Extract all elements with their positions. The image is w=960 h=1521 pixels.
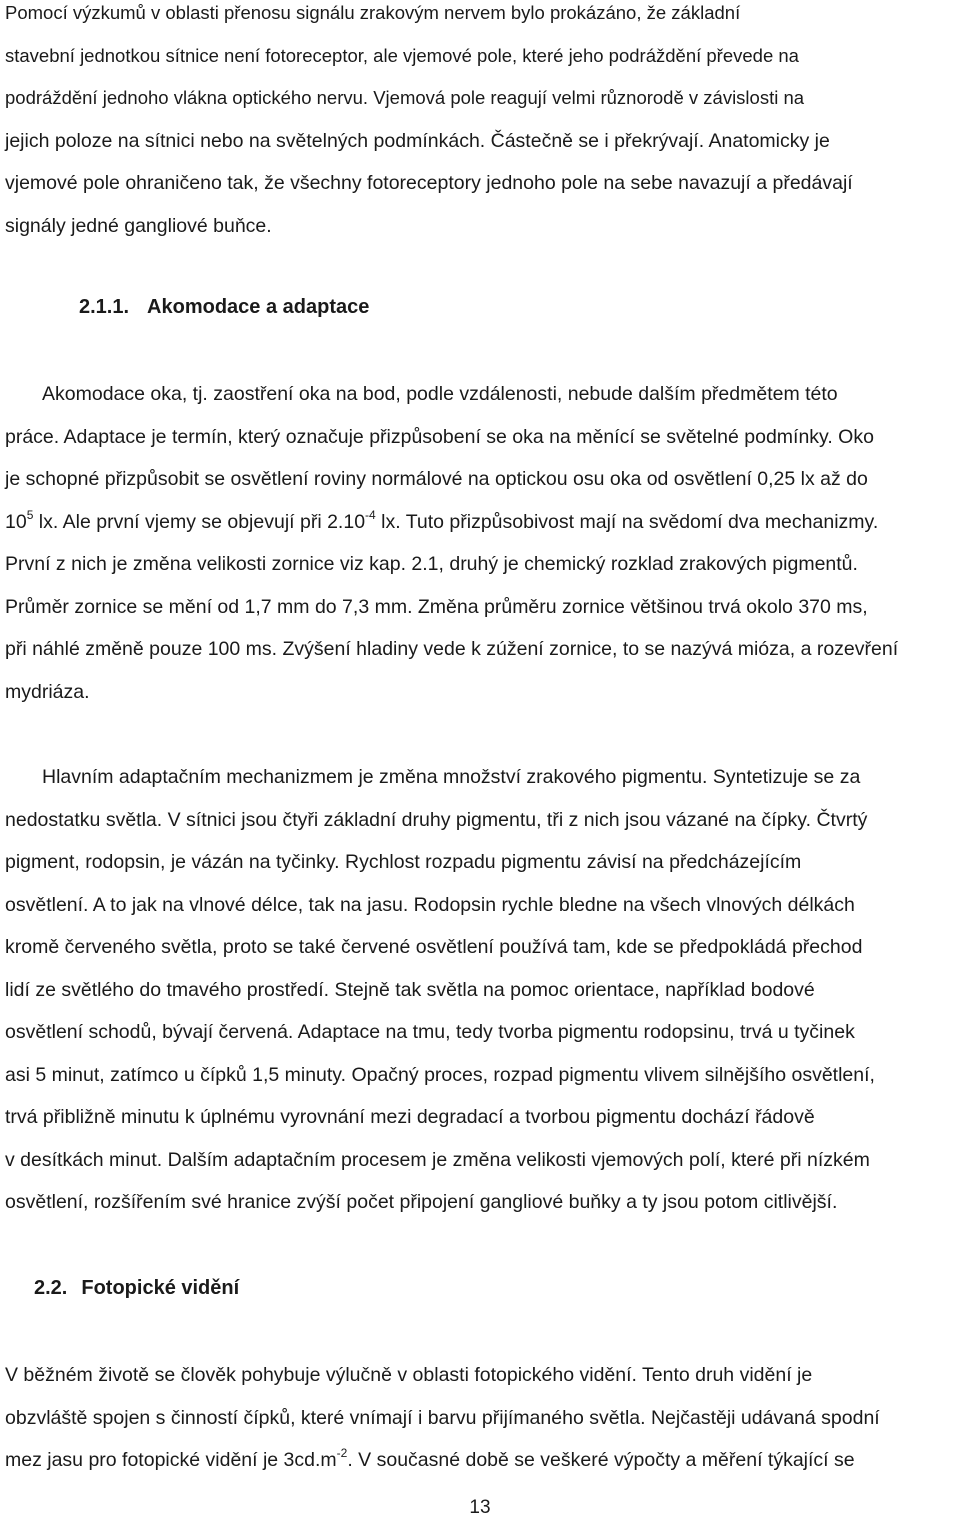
text-line: Hlavním adaptačním mechanizmem je změna množství zrakového pigmentu. Syntetizuje se za	[42, 766, 861, 788]
text-fragment: lx. Tuto přizpůsobivost mají na svědomí dva mechanizmy.	[375, 510, 879, 533]
section-title: Akomodace a adaptace	[147, 296, 370, 318]
text-fragment: mez jasu pro fotopické vidění je 3cd.m	[5, 1449, 337, 1471]
text-line: osvětlení, rozšířením své hranice zvýší počet připojení gangliové buňky a ty jsou potom citlivější.	[5, 1191, 838, 1213]
text-line: pigment, rodopsin, je vázán na tyčinky. Rychlost rozpadu pigmentu závisí na předcházejícím	[5, 851, 802, 873]
text-line: nedostatku světla. V sítnici jsou čtyři základní druhy pigmentu, tři z nich jsou vázané na čípky. Čtvrtý	[5, 808, 868, 831]
text-line: osvětlení schodů, bývají červená. Adaptace na tmu, tedy tvorba pigmentu rodopsinu, trvá u tyčinek	[5, 1021, 855, 1043]
text-line: podráždění jednoho vlákna optického nervu. Vjemová pole reagují velmi různorodě v závislosti na	[5, 87, 805, 108]
text-line: práce. Adaptace je termín, který označuje přizpůsobení se oka na měnící se světelné podmínky. Oko	[5, 425, 874, 448]
text-line: signály jedné gangliové buňce.	[5, 214, 272, 237]
text-line: Pomocí výzkumů v oblasti přenosu signálu zrakovým nervem bylo prokázáno, že základní	[5, 2, 741, 23]
text-line: kromě červeného světla, proto se také červené osvětlení používá tam, kde se předpokládá přechod	[5, 936, 863, 958]
text-fragment: . V současné době se veškeré výpočty a měření týkající se	[347, 1449, 855, 1471]
text-line: mydriáza.	[5, 680, 90, 703]
section-number: 2.1.1.	[79, 296, 130, 318]
text-line: v desítkách minut. Dalším adaptačním procesem je změna velikosti vjemových polí, které při nízkém	[5, 1148, 870, 1171]
page-number: 13	[469, 1497, 491, 1518]
text-line: při náhlé změně pouze 100 ms. Zvýšení hladiny vede k zúžení zornice, to se nazývá mióza, a rozevření	[5, 638, 899, 660]
text-line: obzvláště spojen s činností čípků, které vnímají i barvu přijímaného světla. Nejčastěji udávaná spodní	[5, 1406, 880, 1429]
text-line-with-superscript	[5, 1439, 955, 1482]
text-line: asi 5 minut, zatímco u čípků 1,5 minuty. Opačný proces, rozpad pigmentu vlivem silnějšího osvětlení,	[5, 1063, 875, 1086]
text-line: Průměr zornice se mění od 1,7 mm do 7,3 mm. Změna průměru zornice většinou trvá okolo 370 ms,	[5, 595, 868, 618]
text-line: vjemové pole ohraničeno tak, že všechny fotoreceptory jednoho pole na sebe navazují a předávají	[5, 172, 853, 194]
text-fragment: 10	[5, 510, 27, 533]
paragraph-adaptation	[5, 373, 955, 713]
paragraph-pigment-adaptation	[5, 756, 955, 1224]
text-fragment: lx. Ale první vjemy se objevují při 2.10	[33, 510, 366, 533]
text-line: lidí ze světlého do tmavého prostředí. Stejně tak světla na pomoc orientace, například bodové	[5, 978, 815, 1001]
section-heading-photopic-vision	[34, 1277, 239, 1300]
section-heading-accommodation	[79, 296, 369, 319]
paragraph-photopic-vision	[5, 1354, 955, 1482]
text-line: osvětlení. A to jak na vlnové délce, tak na jasu. Rodopsin rychle bledne na všech vlnových délkách	[5, 893, 855, 916]
superscript: -2	[336, 1446, 348, 1460]
text-line: V běžném životě se člověk pohybuje výlučně v oblasti fotopického vidění. Tento druh vidění je	[5, 1364, 813, 1386]
paragraph-receptive-fields	[5, 0, 955, 247]
text-line-with-superscript	[5, 501, 955, 544]
text-line: První z nich je změna velikosti zornice viz kap. 2.1, druhý je chemický rozklad zrakových pigmentů.	[5, 553, 858, 575]
text-line: Akomodace oka, tj. zaostření oka na bod, podle vzdálenosti, nebude dalším předmětem této	[42, 383, 838, 405]
text-line: trvá přibližně minutu k úplnému vyrovnání mezi degradací a tvorbou pigmentu dochází řádově	[5, 1106, 815, 1128]
text-line: stavební jednotkou sítnice není fotoreceptor, ale vjemové pole, které jeho podráždění převede na	[5, 44, 799, 66]
superscript: -4	[365, 507, 376, 522]
text-line: jejich poloze na sítnici nebo na světelných podmínkách. Částečně se i překrývají. Anatomicky je	[5, 129, 830, 152]
section-number: 2.2.	[34, 1277, 68, 1299]
section-title: Fotopické vidění	[81, 1277, 240, 1299]
superscript: 5	[26, 507, 34, 522]
text-line: je schopné přizpůsobit se osvětlení roviny normálové na optickou osu oka od osvětlení 0,25 lx až do	[5, 468, 868, 490]
